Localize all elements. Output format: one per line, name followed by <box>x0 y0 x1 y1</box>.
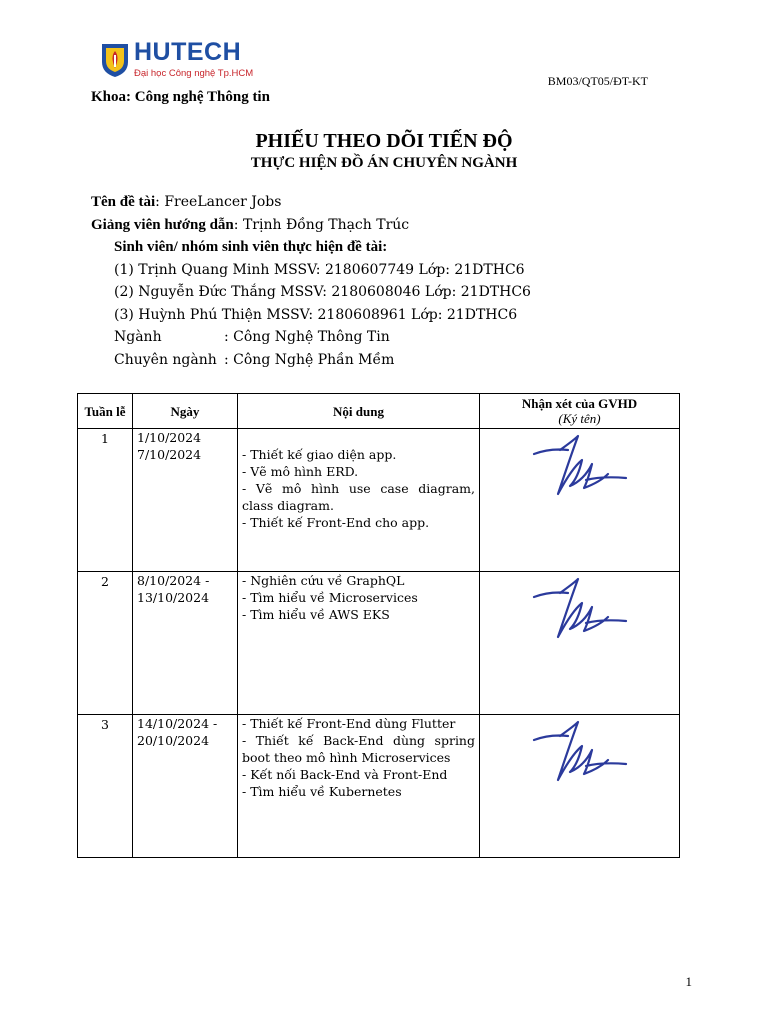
signature-icon <box>530 430 630 504</box>
header-content: Nội dung <box>238 394 480 429</box>
signature-cell <box>480 429 680 572</box>
week-cell: 3 <box>78 715 133 858</box>
form-code: BM03/QT05/ĐT-KT <box>547 74 648 88</box>
content-item: - Tìm hiểu về Microservices <box>242 590 418 605</box>
document-subtitle: THỰC HIỆN ĐỒ ÁN CHUYÊN NGÀNH <box>250 155 518 171</box>
logo-tagline: Đại học Công nghệ Tp.HCM <box>134 68 254 79</box>
specialty-value: : Công Nghệ Phần Mềm <box>224 351 395 368</box>
specialty-row <box>91 349 531 372</box>
content-item: - Vẽ mô hình ERD. <box>242 464 359 479</box>
date-line: 13/10/2024 <box>137 590 210 605</box>
progress-table <box>77 393 680 858</box>
major-row <box>91 326 531 349</box>
signature-cell <box>480 715 680 858</box>
logo-brand: HUTECH <box>134 38 242 66</box>
header-week: Tuần lễ <box>78 394 133 429</box>
content-item: - Thiết kế giao diện app. <box>242 447 397 462</box>
table-header-row <box>78 394 680 429</box>
major-value: : Công Nghệ Thông Tin <box>224 329 390 345</box>
student-3: (3) Huỳnh Phú Thiện MSSV: 2180608961 Lớp: 21DTHC6 <box>114 306 518 323</box>
header-comment <box>480 394 680 429</box>
page-number: 1 <box>685 974 692 989</box>
advisor-row <box>91 214 531 237</box>
specialty-label: Chuyên ngành <box>114 351 217 368</box>
student-1: (1) Trịnh Quang Minh MSSV: 2180607749 Lớp: 21DTHC6 <box>114 261 525 278</box>
students-label: Sinh viên/ nhóm sinh viên thực hiện đề tài <box>114 239 383 255</box>
advisor-value: : Trịnh Đồng Thạch Trúc <box>233 216 410 233</box>
students-heading <box>91 236 531 259</box>
table-row <box>78 429 680 572</box>
date-line: 7/10/2024 <box>137 447 202 462</box>
content-item: - Nghiên cứu về GraphQL <box>242 573 405 588</box>
content-item: - Thiết kế Front-End cho app. <box>242 515 430 530</box>
project-info <box>91 191 531 371</box>
content-cell <box>238 572 480 715</box>
content-item: - Thiết kế Back-End dùng spring boot theo mô hình Microservices <box>242 733 475 765</box>
signature-icon <box>530 716 630 790</box>
content-cell <box>238 429 480 572</box>
week-cell: 1 <box>78 429 133 572</box>
hutech-shield-icon <box>100 42 130 78</box>
content-item: - Tìm hiểu về Kubernetes <box>242 784 402 799</box>
date-cell <box>133 715 238 858</box>
signature-icon <box>530 573 630 647</box>
header-comment-label: Nhận xét của GVHD <box>521 396 638 411</box>
date-line: 20/10/2024 <box>137 733 210 748</box>
date-line: 14/10/2024 - <box>137 716 218 731</box>
content-cell <box>238 715 480 858</box>
table-row <box>78 572 680 715</box>
header-date: Ngày <box>133 394 238 429</box>
week-cell: 2 <box>78 572 133 715</box>
content-item: - Tìm hiểu về AWS EKS <box>242 607 390 622</box>
header-comment-sub: (Ký tên) <box>558 411 601 426</box>
advisor-label: Giảng viên hướng dẫn <box>91 216 234 233</box>
content-item: - Thiết kế Front-End dùng Flutter <box>242 716 456 731</box>
date-line: 1/10/2024 <box>137 430 202 445</box>
faculty: Khoa: Công nghệ Thông tin <box>91 89 270 105</box>
topic-row <box>91 191 531 214</box>
topic-value: : FreeLancer Jobs <box>155 194 282 210</box>
date-cell <box>133 572 238 715</box>
signature-cell <box>480 572 680 715</box>
major-label: Ngành <box>114 329 162 345</box>
content-item: - Kết nối Back-End và Front-End <box>242 767 448 782</box>
hutech-logo <box>100 40 260 82</box>
date-line: 8/10/2024 - <box>137 573 210 588</box>
date-cell <box>133 429 238 572</box>
students-colon: : <box>382 239 388 255</box>
content-item: - Vẽ mô hình use case diagram, class diagram. <box>242 481 475 513</box>
table-row <box>78 715 680 858</box>
document-title: PHIẾU THEO DÕI TIẾN ĐỘ <box>255 130 513 152</box>
student-2: (2) Nguyễn Đức Thắng MSSV: 2180608046 Lớp: 21DTHC6 <box>114 284 531 300</box>
topic-label: Tên đề tài <box>91 194 156 210</box>
